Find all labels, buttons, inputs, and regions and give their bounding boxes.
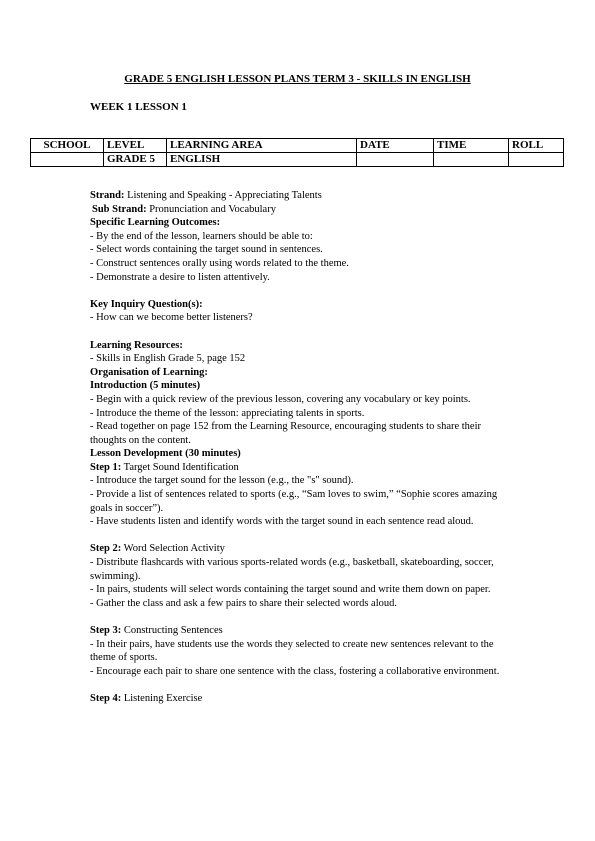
header-learning-area: LEARNING AREA [167, 139, 357, 153]
step2-heading: Step 2: Word Selection Activity [90, 543, 225, 555]
cell-school [31, 153, 104, 167]
list-item: - Provide a list of sentences related to sports (e.g., “Sam loves to swim,” “Sophie scores amazing goals in soccer”). [90, 489, 498, 514]
sub-strand-line [90, 203, 510, 217]
cell-date [357, 153, 434, 167]
list-item: - Read together on page 152 from the Learning Resource, encouraging students to share their thoughts on the content. [90, 421, 481, 446]
strand-label: Strand: [90, 190, 125, 201]
resources-heading: Learning Resources: [90, 339, 183, 351]
header-school: SCHOOL [31, 139, 104, 153]
list-item: - How can we become better listeners? [90, 312, 253, 324]
sub-strand-value: Pronunciation and Vocabulary [146, 203, 276, 215]
document-title: GRADE 5 ENGLISH LESSON PLANS TERM 3 - SKILLS IN ENGLISH [124, 73, 471, 85]
strand-value: Listening and Speaking - Appreciating Talents [124, 190, 322, 201]
table-row [31, 153, 564, 167]
header-level: LEVEL [104, 139, 167, 153]
list-item: - Construct sentences orally using words related to the theme. [90, 257, 349, 269]
list-item: - By the end of the lesson, learners should be able to: [90, 230, 313, 242]
list-item: - Demonstrate a desire to listen attentively. [90, 271, 270, 283]
header-time: TIME [434, 139, 509, 153]
organisation-heading: Organisation of Learning: [90, 366, 208, 378]
table-header-row [31, 139, 564, 153]
introduction-heading: Introduction (5 minutes) [90, 380, 201, 392]
list-item: - Introduce the theme of the lesson: appreciating talents in sports. [90, 407, 365, 419]
strand-line [90, 189, 510, 203]
cell-learning-area: ENGLISH [167, 153, 357, 167]
lesson-info-table [30, 138, 564, 167]
step1-heading: Step 1: Target Sound Identification [90, 461, 239, 473]
header-date: DATE [357, 139, 434, 153]
list-item: - Introduce the target sound for the lesson (e.g., the "s" sound). [90, 475, 354, 487]
list-item: - Distribute flashcards with various sports-related words (e.g., basketball, skateboarding, soccer, swimming). [90, 557, 494, 582]
inquiry-heading: Key Inquiry Question(s): [90, 298, 203, 310]
list-item: - Have students listen and identify words with the target sound in each sentence read aloud. [90, 516, 474, 528]
list-item: - Encourage each pair to share one sentence with the class, fostering a collaborative environment. [90, 665, 500, 677]
development-heading: Lesson Development (30 minutes) [90, 448, 241, 460]
cell-level: GRADE 5 [104, 153, 167, 167]
list-item: - Select words containing the target sound in sentences. [90, 244, 323, 256]
week-lesson-heading: WEEK 1 LESSON 1 [90, 101, 187, 113]
header-roll: ROLL [509, 139, 564, 153]
list-item: - Gather the class and ask a few pairs to share their selected words aloud. [90, 597, 398, 609]
lesson-content [90, 189, 510, 706]
outcomes-heading: Specific Learning Outcomes: [90, 217, 221, 229]
list-item: - Begin with a quick review of the previous lesson, covering any vocabulary or key points. [90, 393, 471, 405]
cell-time [434, 153, 509, 167]
step3-heading: Step 3: Constructing Sentences [90, 625, 223, 636]
sub-strand-label: Sub Strand: [92, 203, 147, 215]
step4-heading: Step 4: Listening Exercise [90, 692, 203, 704]
list-item: - In pairs, students will select words containing the target sound and write them down on paper. [90, 584, 491, 596]
cell-roll [509, 153, 564, 167]
list-item: - In their pairs, have students use the words they selected to create new sentences relevant to the theme of sports. [90, 638, 494, 664]
list-item: - Skills in English Grade 5, page 152 [90, 353, 246, 365]
